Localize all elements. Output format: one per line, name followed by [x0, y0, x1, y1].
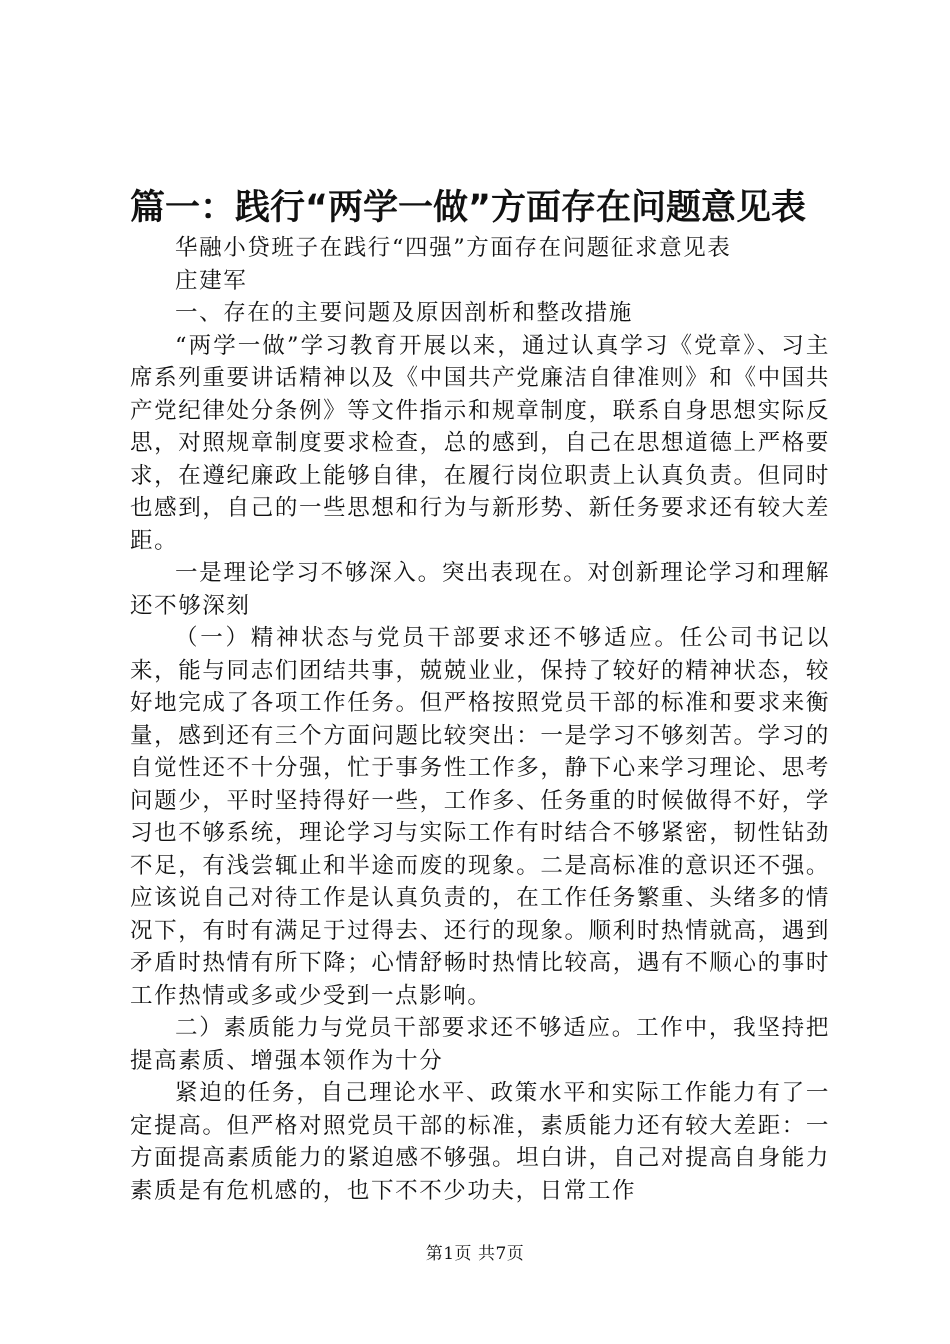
paragraph-subtitle: 华融小贷班子在践行“四强”方面存在问题征求意见表	[175, 235, 732, 261]
document-body	[130, 232, 830, 1207]
paragraph-section-2-cont: 紧迫的任务，自己理论水平、政策水平和实际工作能力有了一定提高。但严格对照党员干部的标准，素质能力还有较大差距：一方面提高素质能力的紧迫感不够强。坦白讲，自己对提高自身能力素质是有危机感的，也下不不少功夫，日常工作	[130, 1080, 830, 1204]
document-title: 篇一：践行“两学一做”方面存在问题意见表	[130, 188, 807, 228]
paragraph-point-one: 一是理论学习不够深入。突出表现在。对创新理论学习和理解还不够深刻	[130, 560, 830, 619]
paragraph-section-1: （一）精神状态与党员干部要求还不够适应。任公司书记以来，能与同志们团结共事，兢兢业业，保持了较好的精神状态，较好地完成了各项工作任务。但严格按照党员干部的标准和要求来衡量，感到还有三个方面问题比较突出：一是学习不够刻苦。学习的自觉性还不十分强，忙于事务性工作多，静下心来学习理论、思考问题少，平时坚持得好一些，工作多、任务重的时候做得不好，学习也不够系统，理论学习与实际工作有时结合不够紧密，韧性钻劲不足，有浅尝辄止和半途而废的现象。二是高标准的意识还不强。应该说自己对待工作是认真负责的，在工作任务繁重、头绪多的情况下，有时有满足于过得去、还行的现象。顺利时热情就高，遇到矛盾时热情有所下降；心情舒畅时热情比较高，遇有不顺心的事时工作热情或多或少受到一点影响。	[130, 625, 830, 1009]
paragraph-section-2: 二）素质能力与党员干部要求还不够适应。工作中，我坚持把提高素质、增强本领作为十分	[130, 1015, 830, 1074]
paragraph-author: 庄建军	[175, 267, 248, 294]
paragraph-section-heading: 一、存在的主要问题及原因剖析和整改措施	[175, 300, 633, 326]
paragraph-intro: “两学一做”学习教育开展以来，通过认真学习《党章》、习主席系列重要讲话精神以及《中国共产党廉洁自律准则》和《中国共产党纪律处分条例》等文件指示和规章制度，联系自身思想实际反思，对照规章制度要求检查，总的感到，自己在思想道德上严格要求，在遵纪廉政上能够自律，在履行岗位职责上认真负责。但同时也感到，自己的一些思想和行为与新形势、新任务要求还有较大差距。	[130, 332, 830, 554]
page-number-footer: 第1页 共7页	[425, 1244, 525, 1264]
